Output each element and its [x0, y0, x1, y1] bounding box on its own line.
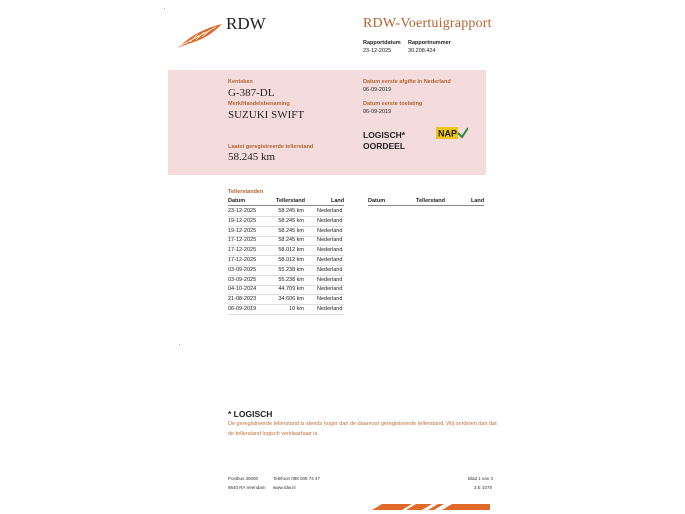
row-rule — [228, 216, 344, 217]
col-date: Datum — [228, 198, 246, 204]
first-adm-value: 06-09-2019 — [363, 109, 392, 115]
plate-label: Kenteken — [228, 79, 253, 85]
footnote-text: De geregistreerde tellerstand is steeds hoger dan de daarvoor geregistreerde tellerstand. Wij oordelen dan dat de tellerstand logisch verklaarbaar is. — [228, 421, 497, 437]
footer-phone: Telefoon 088 008 74 47 — [273, 476, 321, 481]
row-country: Nederland — [317, 247, 343, 254]
row-reading: 55.238 km — [278, 276, 304, 283]
report-title: RDW-Voertuigrapport — [363, 16, 492, 31]
row-country: Nederland — [317, 257, 343, 263]
brand-name: RDW — [226, 14, 266, 33]
row-date: 03-09-2025 — [228, 266, 257, 273]
row-rule — [228, 304, 344, 305]
row-rule — [228, 255, 344, 256]
col-reading-2: Tellerstand — [416, 198, 445, 204]
row-country: Nederland — [317, 276, 343, 283]
row-rule — [228, 294, 344, 295]
row-rule — [228, 275, 344, 276]
row-date: 17-12-2025 — [228, 237, 257, 244]
row-reading: 34.606 km — [278, 296, 304, 303]
row-reading: 58.012 km — [278, 257, 304, 263]
row-reading: 58.245 km — [278, 208, 304, 214]
footer-page: Blad 1 van 3 — [468, 476, 494, 481]
nap-logo-text: NAP — [438, 128, 458, 139]
row-rule — [228, 245, 344, 246]
footer-stripe — [372, 504, 490, 510]
row-date: 03-09-2025 — [228, 276, 257, 283]
row-reading: 10 km — [289, 306, 304, 312]
row-reading: 58.245 km — [278, 237, 304, 244]
row-reading: 44.709 km — [278, 286, 304, 293]
row-reading: 55.238 km — [278, 266, 304, 273]
mileage-label: Laatst geregistreerde tellerstand — [228, 144, 314, 150]
row-date: 21-08-2023 — [228, 296, 257, 303]
mileage-value: 58.245 km — [228, 151, 276, 163]
report-date-label: Rapportdatum — [363, 40, 401, 46]
footnote-title: * LOGISCH — [228, 409, 273, 419]
row-country: Nederland — [317, 306, 343, 312]
row-date: 17-12-2025 — [228, 257, 257, 263]
verdict-line1: LOGISCH* — [363, 130, 406, 140]
row-date: 19-12-2025 — [228, 217, 257, 224]
row-date: 04-10-2024 — [228, 286, 257, 293]
row-date: 06-09-2019 — [228, 306, 257, 312]
col-reading: Tellerstand — [276, 198, 305, 204]
verdict-line2: OORDEEL — [363, 141, 406, 151]
row-date: 19-12-2025 — [228, 227, 257, 234]
plate-value: G-387-DL — [228, 87, 275, 99]
report-number-label: Rapportnummer — [408, 40, 451, 46]
row-country: Nederland — [317, 208, 343, 214]
row-rule — [228, 265, 344, 266]
first-nl-value: 06-09-2019 — [363, 87, 392, 93]
report-number: 30.208.424 — [408, 48, 436, 54]
first-adm-label: Datum eerste toelating — [363, 101, 423, 107]
footer-city: 9640 RA Veendam — [228, 485, 266, 490]
rdw-logo — [176, 22, 224, 50]
row-rule — [228, 226, 344, 227]
make-label: Merk/Handelsbenaming — [228, 101, 290, 107]
row-country: Nederland — [317, 227, 343, 234]
make-value: SUZUKI SWIFT — [228, 109, 305, 121]
row-reading: 58.245 km — [278, 217, 304, 224]
scan-speck — [179, 344, 180, 345]
nap-logo — [436, 127, 468, 139]
row-country: Nederland — [317, 237, 343, 244]
row-rule — [228, 236, 344, 237]
col-country-2: Land — [471, 198, 485, 204]
row-date: 17-12-2025 — [228, 247, 257, 254]
header-rule-right — [368, 205, 484, 206]
row-date: 23-12-2025 — [228, 208, 257, 214]
row-rule — [228, 285, 344, 286]
footer-postbus: Postbus 30000 — [228, 476, 259, 481]
row-country: Nederland — [317, 286, 343, 293]
row-country: Nederland — [317, 266, 343, 273]
row-reading: 58.012 km — [278, 247, 304, 254]
footer-website: www.rdw.nl — [273, 485, 296, 490]
col-country: Land — [331, 198, 345, 204]
report-date: 23-12-2025 — [363, 48, 392, 54]
footer-code: 3.E 1079 — [474, 485, 493, 490]
col-date-2: Datum — [368, 198, 386, 204]
header-rule-left — [228, 205, 344, 206]
row-country: Nederland — [317, 217, 343, 224]
vehicle-panel — [168, 70, 486, 175]
row-country: Nederland — [317, 296, 343, 303]
readings-section-label: Tellerstanden — [228, 189, 264, 195]
row-reading: 58.245 km — [278, 227, 304, 234]
row-rule — [228, 314, 344, 315]
first-nl-label: Datum eerste afgifte in Nederland — [363, 79, 451, 85]
scan-speck — [164, 8, 165, 9]
